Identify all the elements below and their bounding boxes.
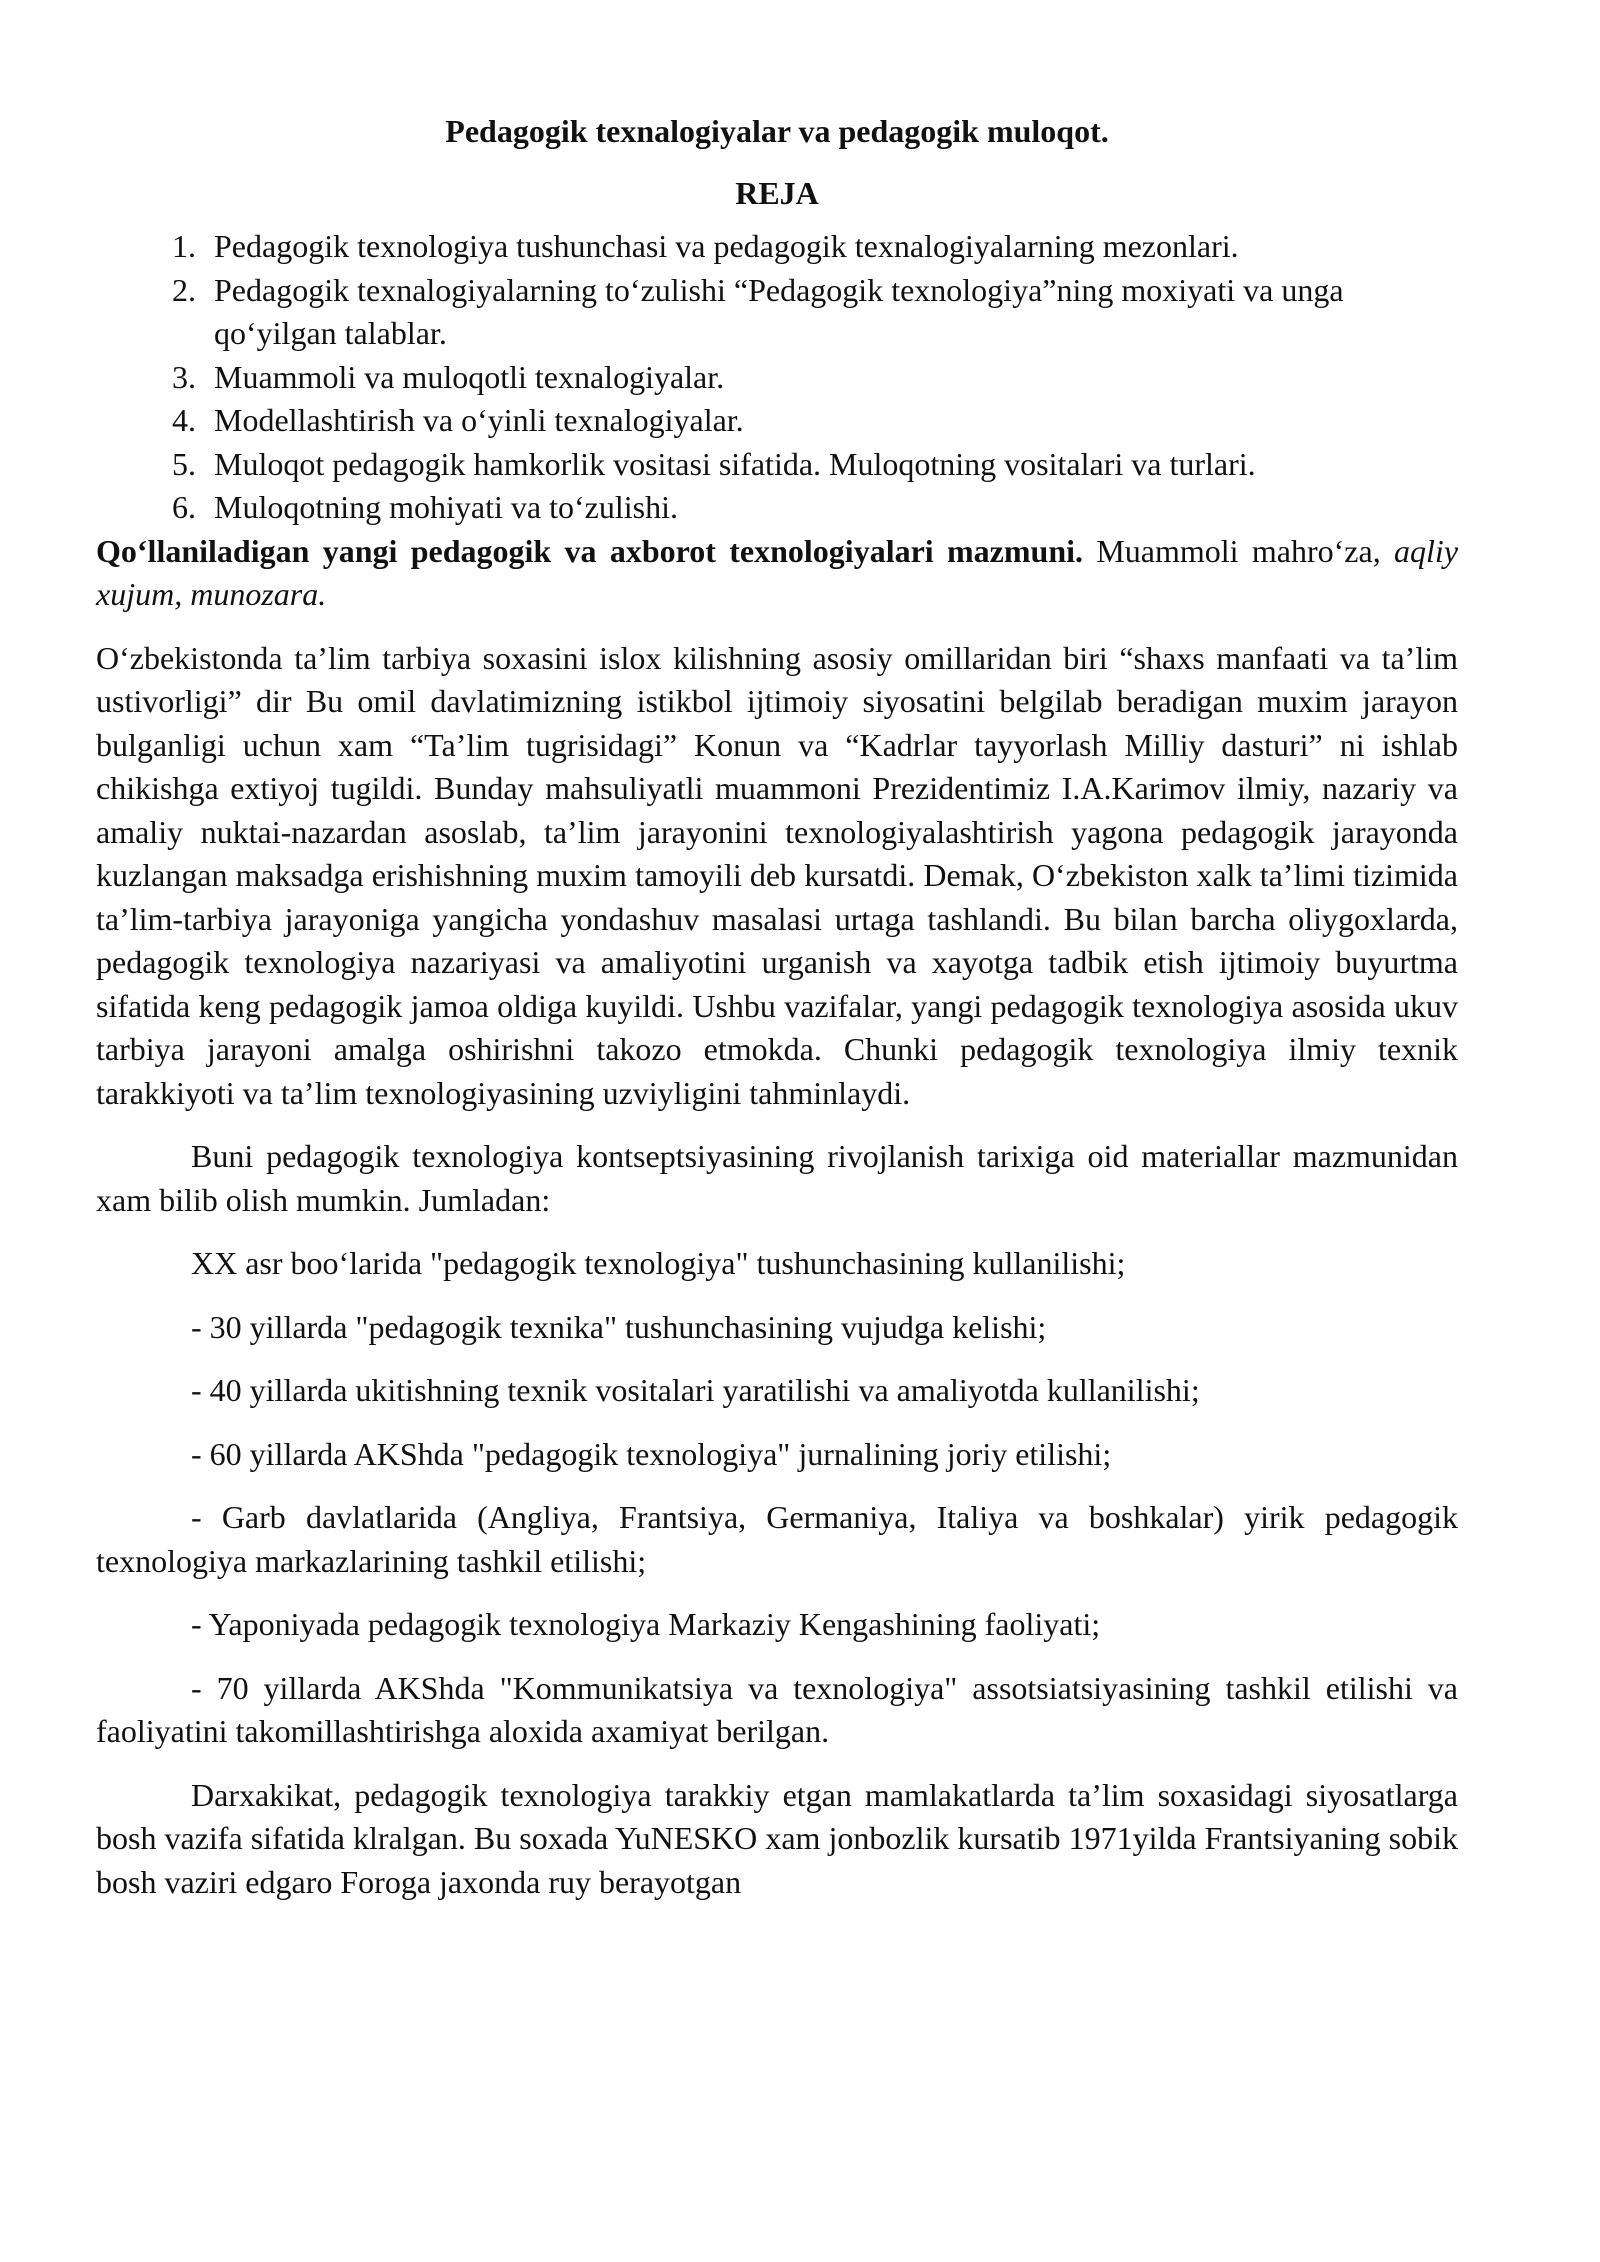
history-item: - Garb davlatlarida (Angliya, Frantsiya, Germaniya, Italiya va boshkalar) yirik pedagogik texnologiya markazlarining tashkil etilishi; xyxy=(96,1499,1458,1579)
methods-line xyxy=(96,530,1458,617)
history-item: - 70 yillarda AKShda "Kommunikatsiya va texnologiya" assotsiatsiyasining tashkil etilishi va faoliyatini takomillashtirishga aloxida axamiyat berilgan. xyxy=(96,1669,1458,1749)
document-page xyxy=(96,110,1458,1904)
history-item: - 40 yillarda ukitishning texnik vositalari yaratilishi va amaliyotda kullanilishi; xyxy=(191,1372,1200,1408)
document-title: Pedagogik texnalogiyalar va pedagogik muloqot. xyxy=(445,113,1109,149)
plan-heading: REJA xyxy=(735,174,819,211)
history-item: XX asr boo‘larida "pedagogik texnologiya" tushunchasining kullanilishi; xyxy=(191,1245,1126,1281)
body-paragraph: Darxakikat, pedagogik texnologiya tarakkiy etgan mamlakatlarda ta’lim soxasidagi siyosatlarga bosh vazifa sifatida klralgan. Bu soxada YuNESKO xam jonbozlik kursatib 1971yilda Frantsiyaning sobik bosh vaziri edgaro Foroga jaxonda ruy berayotgan xyxy=(96,1776,1458,1900)
history-item: - 30 yillarda "pedagogik texnika" tushunchasining vujudga kelishi; xyxy=(191,1308,1047,1345)
body-paragraph: Buni pedagogik texnologiya kontseptsiyasining rivojlanish tarixiga oid materiallar mazmunidan xam bilib olish mumkin. Jumladan: xyxy=(96,1138,1458,1218)
plan-item: 5. Muloqot pedagogik hamkorlik vositasi sifatida. Muloqotning vositalari va turlari. xyxy=(204,443,1458,487)
plan-item: 1. Pedagogik texnologiya tushunchasi va pedagogik texnalogiyalarning mezonlari. xyxy=(204,225,1458,269)
methods-italic-text: aqliy xujum, munozara. xyxy=(96,532,1459,612)
methods-text: Muammoli mahro‘za, xyxy=(1083,532,1395,569)
plan-item: 3. Muammoli va muloqotli texnalogiyalar. xyxy=(204,356,1458,400)
history-item: - Yaponiyada pedagogik texnologiya Markaziy Kengashining faoliyati; xyxy=(191,1606,1101,1642)
body-paragraph: O‘zbekistonda ta’lim tarbiya soxasini islox kilishning asosiy omillaridan biri “shaxs manfaati va ta’lim ustivorligi” dir Bu omil davlatimizning istikbol ijtimoiy siyosatini belgilab beradigan muxim jarayon bulganligi uchun xam “Ta’lim tugrisidagi” Konun va “Kadrlar tayyorlash Milliy dasturi” ni ishlab chikishga extiyoj tugildi. Bunday mahsuliyatli muammoni Prezidentimiz I.A.Karimov ilmiy, nazariy va amaliy nuktai-nazardan asoslab, ta’lim jarayonini texnologiyalashtirish yagona pedagogik jarayonda kuzlangan maksadga erishishning muxim tamoyili deb kursatdi. Demak, O‘zbekiston xalk ta’limi tizimida ta’lim-tarbiya jarayoniga yangicha yondashuv masalasi urtaga tashlandi. Bu bilan barcha oliygoxlarda, pedagogik texnologiya nazariyasi va amaliyotini urganish va xayotga tadbik etish ijtimoiy buyurtma sifatida keng pedagogik jamoa oldiga kuyildi. Ushbu vazifalar, yangi pedagogik texnologiya asosida ukuv tarbiya jarayoni amalga oshirishni takozo etmokda. Chunki pedagogik texnologiya ilmiy texnik tarakkiyoti va ta’lim texnologiyasining uzviyligini tahminlaydi. xyxy=(96,639,1458,1111)
plan-item: 4. Modellashtirish va o‘yinli texnalogiyalar. xyxy=(204,399,1458,443)
methods-heading: Qo‘llaniladigan yangi pedagogik va axborot texnologiyalari mazmuni. xyxy=(96,532,1084,569)
plan-item: 6. Muloqotning mohiyati va to‘zulishi. xyxy=(204,486,1458,530)
plan-list xyxy=(96,225,1458,530)
plan-item: 2. Pedagogik texnalogiyalarning to‘zulishi “Pedagogik texnologiya”ning moxiyati va unga qo‘yilgan talablar. xyxy=(204,269,1458,356)
history-item: - 60 yillarda AKShda "pedagogik texnologiya" jurnalining joriy etilishi; xyxy=(191,1435,1112,1472)
